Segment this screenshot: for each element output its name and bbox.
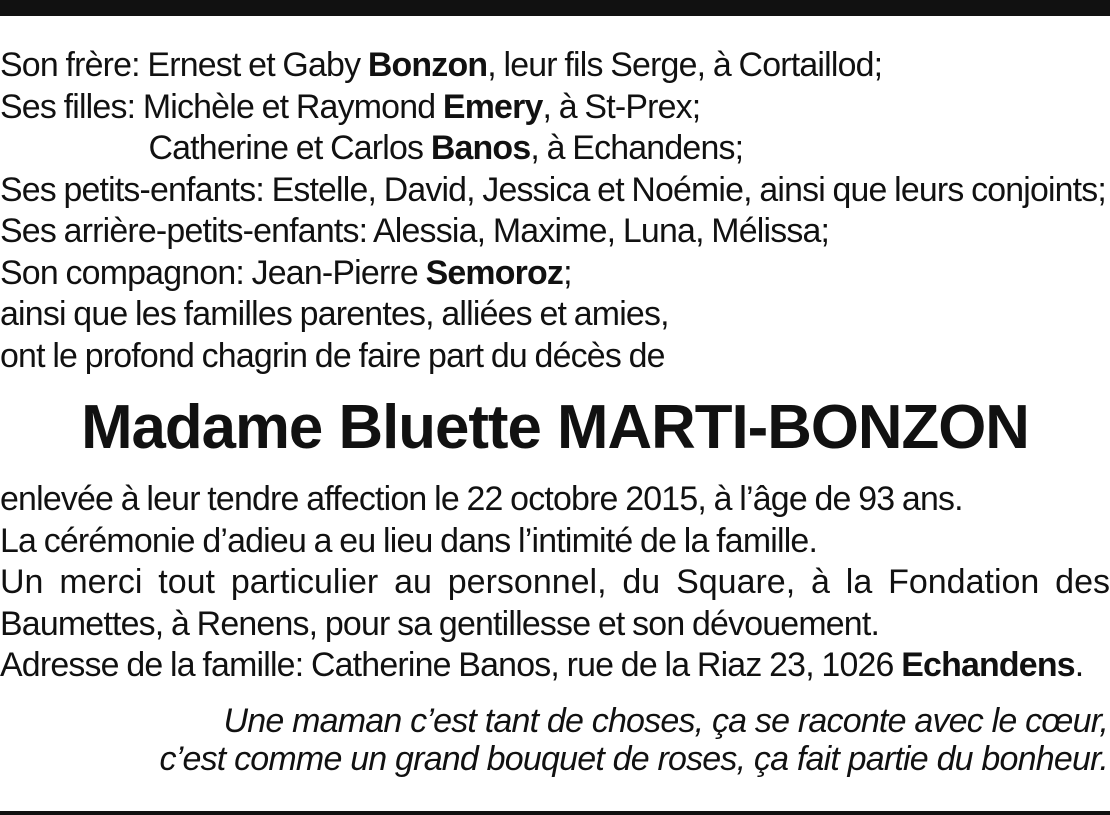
bottom-border-rule — [0, 811, 1110, 815]
daughter-1-surname: Emery — [442, 87, 543, 126]
address-text-end: . — [1074, 646, 1084, 684]
verse-quote — [160, 702, 1108, 778]
daughter-2-surname: Banos — [430, 129, 531, 167]
family-list — [0, 45, 1110, 377]
notice-details — [0, 479, 1110, 687]
top-border-rule — [0, 0, 1110, 16]
daughters-line-1 — [0, 87, 700, 129]
verse-line-1: Une maman c’est tant de choses, ça se raconte avec le cœur, — [223, 702, 1108, 740]
verse-line-2: c’est comme un grand bouquet de roses, ça fait partie du bonheur. — [159, 740, 1108, 778]
daughter-2-text-end: , à Echandens; — [530, 129, 744, 167]
daughter-1-text: Ses filles: Michèle et Raymond — [0, 87, 443, 126]
daughters-line-2 — [0, 128, 743, 170]
companion-surname: Semoroz — [425, 253, 564, 292]
brother-line — [0, 45, 882, 87]
deceased-name-heading: Madame Bluette MARTI-BONZON — [81, 393, 1029, 462]
announcement-line: ont le profond chagrin de faire part du décès de — [0, 336, 665, 375]
address-line — [0, 645, 1083, 687]
grandchildren-line: Ses petits-enfants: Estelle, David, Jessica et Noémie, ainsi que leurs conjoints; — [0, 170, 1106, 209]
brother-text: Son frère: Ernest et Gaby — [0, 46, 368, 84]
families-line: ainsi que les familles parentes, alliées et amies, — [0, 295, 669, 333]
thanks-line-1: Un merci tout particulier au personnel, du Square, à la Fondation des — [0, 563, 1110, 601]
brother-surname: Bonzon — [367, 46, 488, 84]
great-grandchildren-line: Ses arrière-petits-enfants: Alessia, Maxime, Luna, Mélissa; — [0, 212, 830, 250]
thanks-line-2: Baumettes, à Renens, pour sa gentillesse et son dévouement. — [0, 604, 880, 643]
address-town: Echandens — [901, 646, 1075, 684]
brother-text-end: , leur fils Serge, à Cortaillod; — [487, 46, 883, 84]
companion-line — [0, 253, 572, 295]
passing-line: enlevée à leur tendre affection le 22 octobre 2015, à l’âge de 93 ans. — [0, 480, 963, 518]
daughter-2-text: Catherine et Carlos — [148, 129, 431, 167]
companion-text-end: ; — [563, 253, 572, 292]
ceremony-line: La cérémonie d’adieu a eu lieu dans l’intimité de la famille. — [0, 521, 818, 560]
companion-text: Son compagnon: Jean-Pierre — [0, 253, 426, 292]
address-text: Adresse de la famille: Catherine Banos, rue de la Riaz 23, 1026 — [0, 646, 902, 684]
daughter-1-text-end: , à St-Prex; — [542, 87, 701, 126]
